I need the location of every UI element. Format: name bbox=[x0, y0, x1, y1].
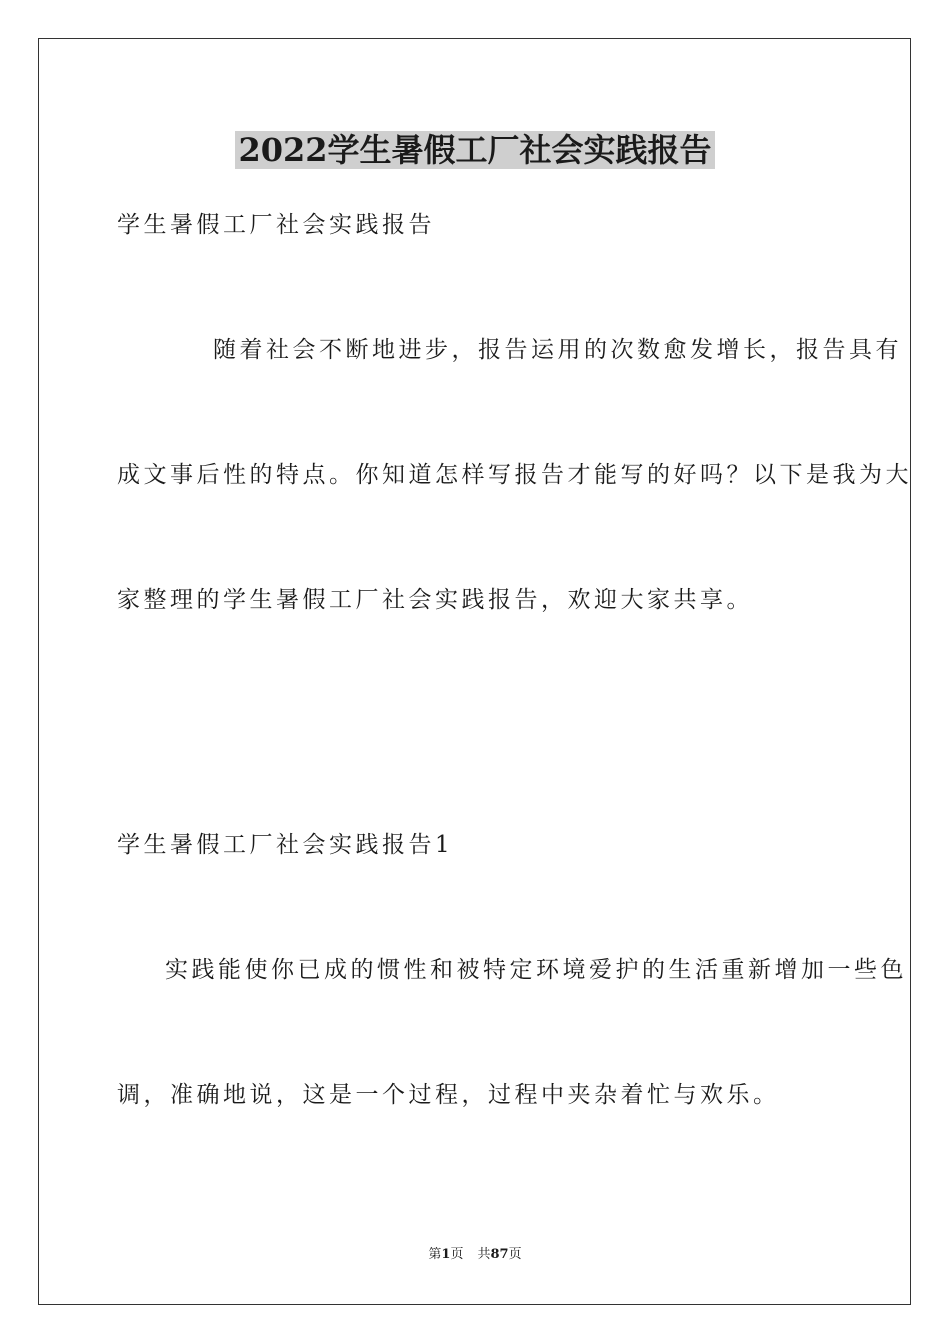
document-title bbox=[0, 128, 950, 172]
footer-total-prefix: 共 bbox=[477, 1247, 491, 1262]
document-title-text: 2022学生暑假工厂社会实践报告 bbox=[235, 131, 714, 169]
intro-line-3: 家整理的学生暑假工厂社会实践报告，欢迎大家共享。 bbox=[117, 587, 753, 613]
footer-total-suffix: 页 bbox=[508, 1247, 522, 1262]
footer-page-number: 1 bbox=[441, 1247, 451, 1262]
section-1-line-1: 实践能使你已成的惯性和被特定环境爱护的生活重新增加一些色 bbox=[165, 957, 907, 983]
section-1-line-2: 调，准确地说，这是一个过程，过程中夹杂着忙与欢乐。 bbox=[117, 1082, 780, 1108]
intro-line-2: 成文事后性的特点。你知道怎样写报告才能写的好吗？以下是我为大 bbox=[117, 462, 912, 488]
footer-page-suffix: 页 bbox=[450, 1247, 464, 1262]
intro-line-1: 随着社会不断地进步，报告运用的次数愈发增长，报告具有 bbox=[213, 337, 902, 363]
section-heading-1: 学生暑假工厂社会实践报告1 bbox=[117, 832, 454, 858]
footer-total-pages: 87 bbox=[490, 1247, 509, 1262]
page-footer bbox=[0, 1246, 950, 1264]
footer-page-prefix: 第 bbox=[428, 1247, 442, 1262]
subtitle-line: 学生暑假工厂社会实践报告 bbox=[117, 212, 435, 238]
